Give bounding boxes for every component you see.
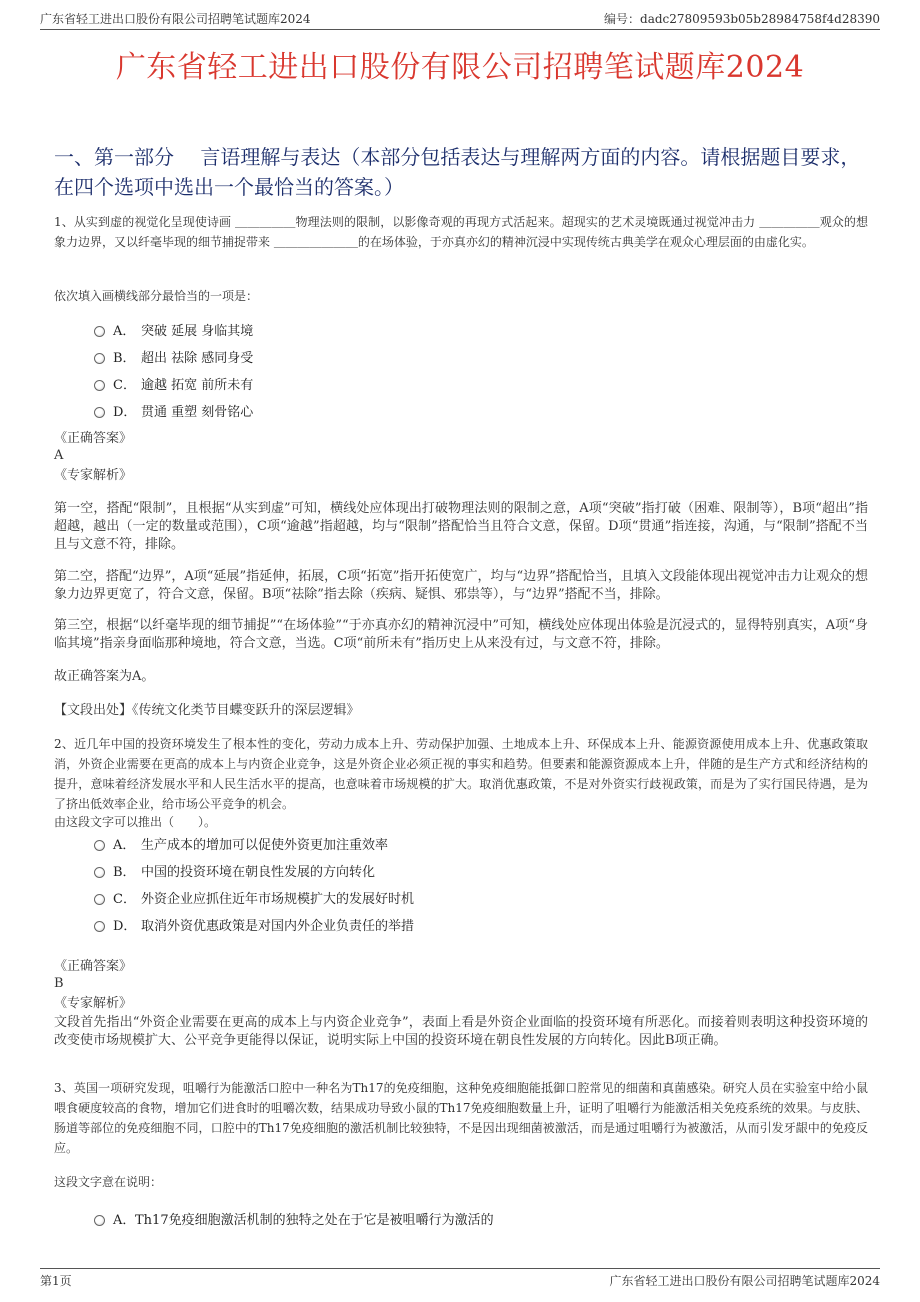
page-footer [40,1268,880,1288]
option-letter: A． [113,838,136,853]
q1-analysis-1: 第一空，搭配“限制”，且根据“从实到虚”可知，横线处应体现出打破物理法则的限制之意，A项“突破”指打破（困难、限制等），B项“超出”指超越，越出（一定的数量或范围），C项“逾越”指超越，均与“限制”搭配恰当且符合文意，保留。D项“贯通”指连接，沟通，与“限制”搭配不当且与文意不符，排除。 [54,501,868,552]
q1-analysis-4: 故正确答案为A。 [54,669,155,684]
option-text: Th17免疫细胞激活机制的独特之处在于它是被咀嚼行为激活的 [135,1213,494,1228]
radio-icon[interactable] [94,407,105,418]
option-text: 取消外资优惠政策是对国内外企业负责任的举措 [141,919,415,934]
radio-icon[interactable] [94,326,105,337]
section-heading: 一、第一部分 言语理解与表达（本部分包括表达与理解两方面的内容。请根据题目要求，在四个选项中选出一个最恰当的答案。） [54,145,861,199]
footer-doc-title: 广东省轻工进出口股份有限公司招聘笔试题库2024 [609,1274,880,1288]
option-text: 外资企业应抓住近年市场规模扩大的发展好时机 [141,892,415,907]
header-doc-id: 编号：dadc27809593b05b28984758f4d28390 [604,12,880,26]
q3-options [94,1205,694,1232]
radio-icon[interactable] [94,867,105,878]
radio-icon[interactable] [94,353,105,364]
q2-analysis-label: 《专家解析》 [54,996,133,1011]
option-letter: C． [113,892,136,907]
option-letter: B． [113,865,136,880]
q1-answer: A [54,448,64,463]
q2-analysis: 文段首先指出“外资企业需要在更高的成本上与内资企业竞争”，表面上看是外资企业面临的投资环境有所恶化。而接着则表明这种投资环境的改变使市场规模扩大、公平竞争更能得以保证，说明实际上中国的投资环境在朝良性发展的方向转化。因此B项正确。 [54,1015,868,1048]
footer-page-number: 第1页 [40,1274,72,1288]
q2-options [94,830,694,938]
q1-source: 【文段出处】《传统文化类节目蝶变跃升的深层逻辑》 [54,703,360,718]
option-text: 逾越 拓宽 前所未有 [141,378,254,393]
q1-analysis-3: 第三空，根据“以纤毫毕现的细节捕捉”“在场体验”“于亦真亦幻的精神沉浸中”可知，横线处应体现出体验是沉浸式的，显得特别真实，A项“身临其境”指亲身面临那种境地，符合文意，当选。C项“前所未有”指历史上从来没有过，与文意不符，排除。 [54,618,868,651]
q2-option-d[interactable] [94,911,694,938]
radio-icon[interactable] [94,894,105,905]
q1-option-d[interactable] [94,397,694,424]
q2-answer: B [54,976,64,991]
header-doc-title: 广东省轻工进出口股份有限公司招聘笔试题库2024 [40,12,311,26]
q3-prompt: 这段文字意在说明： [54,1175,163,1189]
radio-icon[interactable] [94,840,105,851]
q1-stem: 1、从实到虚的视觉化呈现使诗画 ＿＿＿＿＿物理法则的限制，以影像奇观的再现方式活起来。超现实的艺术灵境既通过视觉冲击力 ＿＿＿＿＿观众的想象力边界，又以纤毫毕现的细节捕捉带来 ＿＿＿＿＿＿＿的在场体验，于亦真亦幻的精神沉浸中实现传统古典美学在观众心理层面的由虚化实。 [54,215,868,249]
q1-option-a[interactable] [94,316,694,343]
option-letter: A． [113,324,136,339]
page-header [40,10,880,30]
option-letter: C． [113,378,136,393]
option-letter: D． [113,405,137,420]
radio-icon[interactable] [94,921,105,932]
q2-option-b[interactable] [94,857,694,884]
q3-stem: 3、英国一项研究发现，咀嚼行为能激活口腔中一种名为Th17的免疫细胞，这种免疫细胞能抵御口腔常见的细菌和真菌感染。研究人员在实验室中给小鼠喂食硬度较高的食物，增加它们进食时的咀嚼次数，结果成功导致小鼠的Th17免疫细胞数量上升，证明了咀嚼行为能激活相关免疫系统的效果。与皮肤、肠道等部位的免疫细胞不同，口腔中的Th17免疫细胞的激活机制比较独特，不是因出现细菌被激活，而是通过咀嚼行为被激活，从而引发牙龈中的免疫反应。 [54,1081,868,1155]
q1-analysis-label: 《专家解析》 [54,468,133,483]
option-letter: B． [113,351,136,366]
option-text: 超出 祛除 感同身受 [141,351,254,366]
q3-option-a[interactable] [94,1205,694,1232]
q1-answer-label: 《正确答案》 [54,431,133,446]
q1-analysis-2: 第二空，搭配“边界”，A项“延展”指延伸，拓展，C项“拓宽”指开拓使宽广，均与“边界”搭配恰当，且填入文段能体现出视觉冲击力让观众的想象力边界更宽了，符合文意，保留。B项“祛除”指去除（疾病、疑惧、邪祟等），与“边界”搭配不当，排除。 [54,569,868,602]
option-letter: A． [113,1213,136,1228]
option-text: 贯通 重塑 刻骨铭心 [141,405,254,420]
option-letter: D． [113,919,137,934]
q1-options [94,316,694,424]
q2-answer-label: 《正确答案》 [54,959,133,974]
q2-option-c[interactable] [94,884,694,911]
option-text: 突破 延展 身临其境 [141,324,254,339]
option-text: 生产成本的增加可以促使外资更加注重效率 [141,838,389,853]
page-title: 广东省轻工进出口股份有限公司招聘笔试题库2024 [115,50,805,85]
option-text: 中国的投资环境在朝良性发展的方向转化 [141,865,376,880]
q1-prompt: 依次填入画横线部分最恰当的一项是： [54,289,259,303]
radio-icon[interactable] [94,380,105,391]
radio-icon[interactable] [94,1215,105,1226]
q2-stem: 2、近几年中国的投资环境发生了根本性的变化，劳动力成本上升、劳动保护加强、土地成本上升、环保成本上升、能源资源使用成本上升、优惠政策取消，外资企业需要在更高的成本上与内资企业竞争，这是外资企业必须正视的事实和趋势。但要素和能源资源成本上升，伴随的是生产方式和经济结构的提升，意味着经济发展水平和人民生活水平的提高，也意味着市场规模的扩大。取消优惠政策，不是对外资实行歧视政策，而是为了实行国民待遇，是为了挤出低效率企业，给市场公平竞争的机会。 [54,737,868,811]
q2-option-a[interactable] [94,830,694,857]
q1-option-b[interactable] [94,343,694,370]
q1-option-c[interactable] [94,370,694,397]
q2-prompt: 由这段文字可以推出（ ）。 [54,815,217,829]
